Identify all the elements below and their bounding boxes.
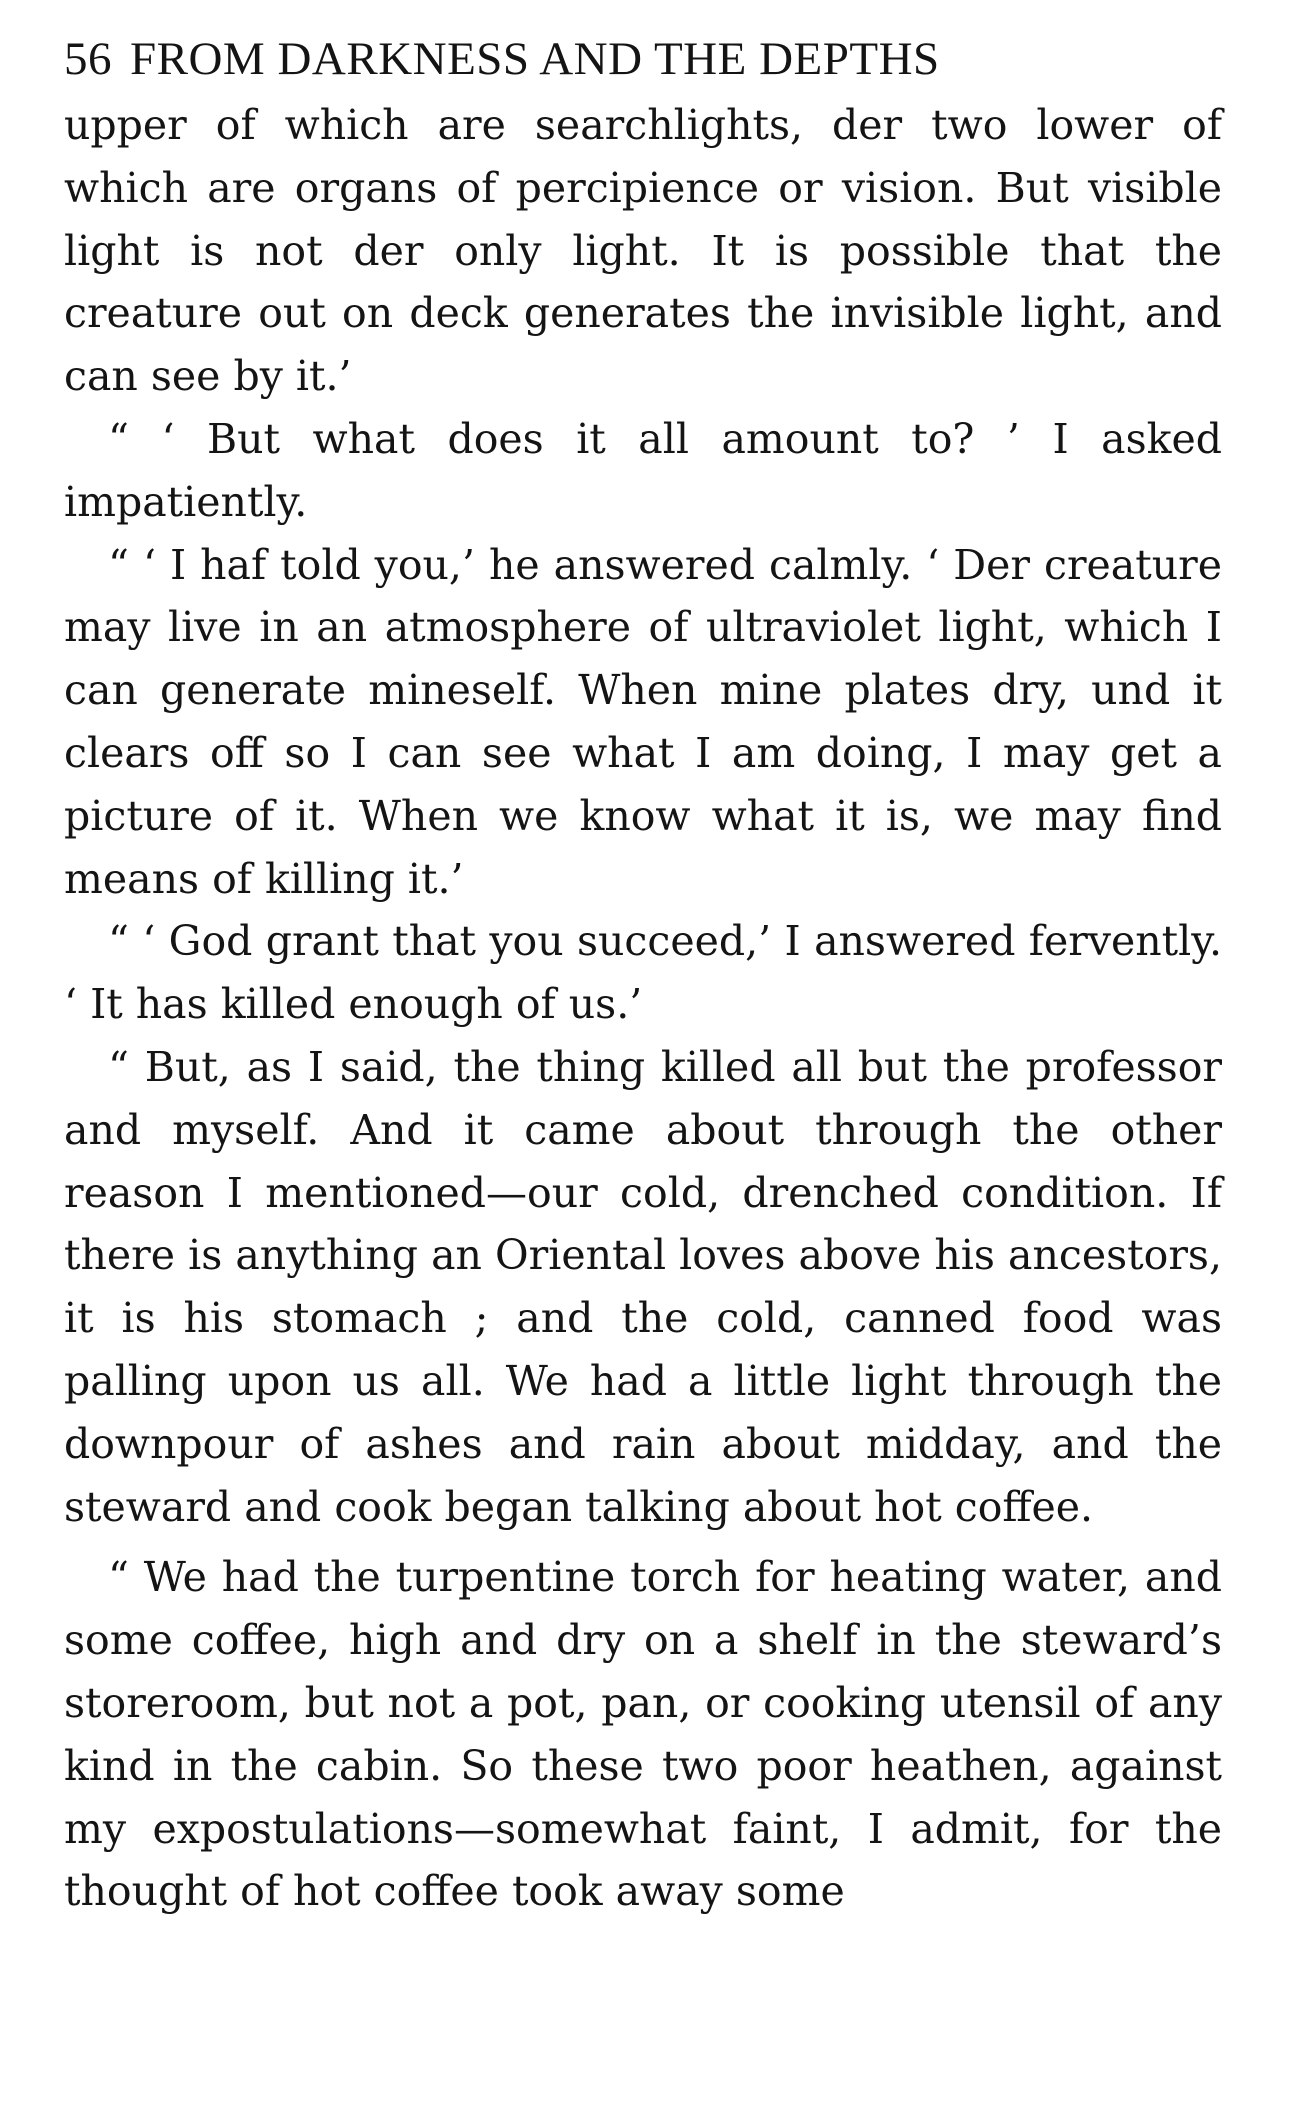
paragraph: “ ‘ I haf told you,’ he answered calmly. ‘ Der creature may live in an atmosphere of ultraviolet light, which I can generate mineself. When mine plates dry, und it clears off so I can see what I am doing, I may get a picture of it. When we know what it is, we may find means of killing it.’	[64, 540, 1222, 903]
paragraph: “ ‘ But what does it all amount to? ’ I asked impatiently.	[64, 414, 1222, 526]
page-number: 56	[64, 33, 112, 85]
running-title: FROM DARKNESS AND THE DEPTHS	[130, 33, 940, 85]
paragraph: “ But, as I said, the thing killed all but the professor and myself. And it came about through the other reason I mentioned—our cold, drenched condition. If there is anything an Oriental loves above his ancestors, it is his stomach ; and the cold, canned food was palling upon us all. We had a little light through the downpour of ashes and rain about midday, and the steward and cook began talking about hot coffee.	[64, 1042, 1222, 1531]
body-text	[64, 94, 1222, 1923]
paragraph: “ ‘ God grant that you succeed,’ I answered fervently. ‘ It has killed enough of us.’	[64, 917, 1222, 1029]
running-header	[64, 28, 1222, 90]
paragraph: upper of which are searchlights, der two lower of which are organs of percipience or vision. But visible light is not der only light. It is possible that the creature out on deck generates the invisible light, and can see by it.’	[64, 101, 1222, 401]
book-page	[64, 28, 1222, 1923]
paragraph: “ We had the turpentine torch for heating water, and some coffee, high and dry on a shelf in the steward’s storeroom, but not a pot, pan, or cooking utensil of any kind in the cabin. So these two poor heathen, against my expostulations—somewhat faint, I admit, for the thought of hot coffee took away some	[64, 1553, 1222, 1916]
